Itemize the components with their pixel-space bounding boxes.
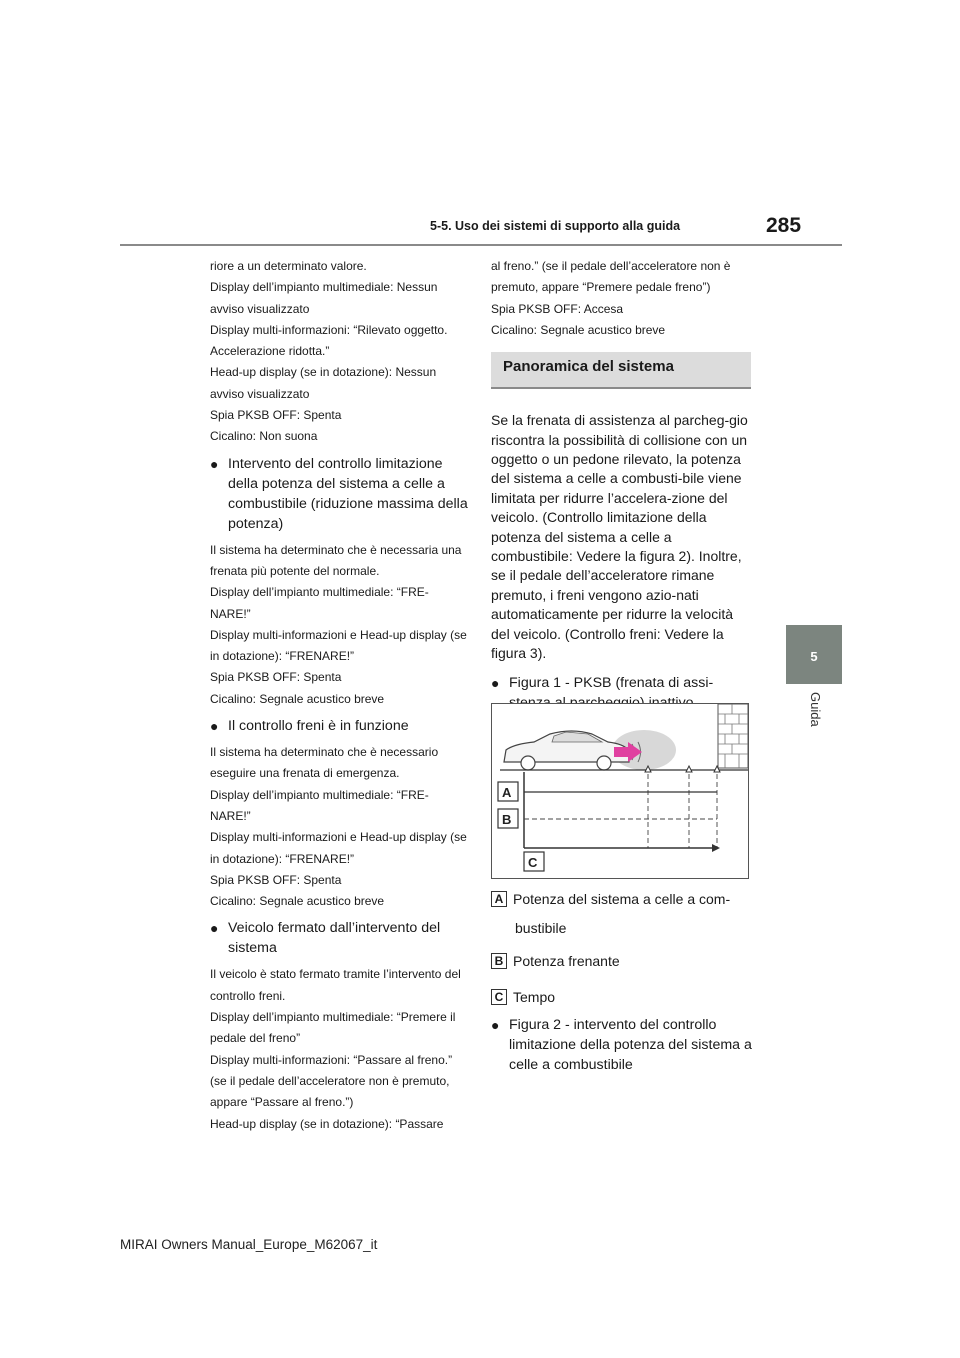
figure-label: A <box>502 785 512 800</box>
page-number: 285 <box>766 214 802 237</box>
intro-line: Display multi-informazioni: “Rilevato oggetto. Accelerazione ridotta.” <box>210 322 448 359</box>
section-line: Il veicolo è stato fermato tramite l’intervento del controllo freni. <box>210 967 461 1003</box>
legend-key: A <box>491 891 507 907</box>
section-line: Display dell’impianto multimediale: “FRE-NARE!” <box>210 787 429 823</box>
section-heading: Panoramica del sistema <box>491 352 751 389</box>
axis-arrow-icon <box>712 844 720 852</box>
legend-text-continued: bustibile <box>515 920 567 936</box>
section-line: Il sistema ha determinato che è necessaria una frenata più potente del normale. <box>210 542 462 578</box>
intro-line: Head-up display (se in dotazione): Nessun avviso visualizzato <box>210 365 437 401</box>
section-line: Spia PKSB OFF: Spenta <box>210 872 342 887</box>
section-line: Display dell’impianto multimediale: “FRE-NARE!” <box>210 585 429 621</box>
intro-line: riore a un determinato valore. <box>210 259 367 273</box>
legend-text: Tempo <box>513 989 556 1005</box>
section-line: Il sistema ha determinato che è necessario eseguire una frenata di emergenza. <box>210 745 439 781</box>
bullet-heading <box>210 454 468 534</box>
bullet-icon: ● <box>491 1017 500 1033</box>
overview-paragraph: Se la frenata di assistenza al parcheg-gio riscontra la possibilità di collisione con un oggetto o un pedone rilevato, la potenza del sistema a celle a combusti-bile viene limitata per ridurre l’accelera-zione del veicolo. (Controllo limitazione della potenza del sistema a celle a combustibile: Vedere la figura 2). Inoltre, se il pedale dell’acceleratore rimane premuto, i freni vengono azio-nati automaticamente per ridurre la velocità del veicolo. (Controllo freni: Vedere la figura 3). <box>491 412 748 662</box>
figure-legend <box>491 889 753 1081</box>
intro-line: Spia PKSB OFF: Spenta <box>210 408 342 423</box>
legend-key: B <box>491 953 507 969</box>
brick-wall-icon <box>718 704 748 768</box>
legend-item <box>491 889 753 909</box>
figure-label: B <box>502 812 512 827</box>
intro-line: Spia PKSB OFF: Accesa <box>491 301 624 316</box>
bullet-heading <box>210 918 468 958</box>
bullet-heading-text: Veicolo fermato dall’intervento del sistema <box>228 920 441 957</box>
legend-item <box>491 987 753 1007</box>
bullet-heading <box>210 716 468 736</box>
legend-item <box>491 951 753 971</box>
left-column <box>210 256 468 1135</box>
section-title: 5-5. Uso dei sistemi di supporto alla guida <box>430 219 681 233</box>
legend-text: Potenza del sistema a celle a com- <box>513 891 731 907</box>
figure-caption-text: Figura 2 - intervento del controllo limitazione della potenza del sistema a celle a combustibile <box>509 1017 752 1073</box>
section-line: Display multi-informazioni e Head-up display (se in dotazione): “FRENARE!” <box>210 830 467 866</box>
chapter-tab <box>786 625 842 684</box>
bullet-heading-text: Intervento del controllo limitazione della potenza del sistema a celle a combustibile (riduzione massima della potenza) <box>228 455 468 532</box>
header-rule <box>120 244 842 246</box>
figure-caption <box>491 1015 753 1075</box>
right-column <box>491 256 751 719</box>
intro-line: Cicalino: Segnale acustico breve <box>491 322 666 337</box>
section-line: Display dell’impianto multimediale: “Premere il pedale del freno” <box>210 1010 456 1046</box>
bullet-icon: ● <box>210 455 219 472</box>
bullet-icon: ● <box>491 675 500 692</box>
bullet-heading-text: Il controllo freni è in funzione <box>228 718 409 735</box>
intro-line: al freno.” (se il pedale dell’acceleratore non è premuto, appare “Premere pedale freno”) <box>491 259 731 295</box>
section-line: Spia PKSB OFF: Spenta <box>210 670 342 685</box>
chapter-number: 5 <box>810 649 818 664</box>
intro-line: Display dell’impianto multimediale: Nessun avviso visualizzato <box>210 280 438 316</box>
bullet-icon: ● <box>210 718 219 735</box>
pksb-diagram <box>491 703 749 879</box>
time-markers <box>648 774 717 848</box>
intro-line: Cicalino: Non suona <box>210 429 318 444</box>
footer: MIRAI Owners Manual_Europe_M62067_it <box>120 1237 378 1252</box>
chapter-label: Guida <box>808 692 823 727</box>
section-line: Head-up display (se in dotazione): “Passare <box>210 1116 444 1131</box>
section-line: Cicalino: Segnale acustico breve <box>210 691 385 706</box>
section-line: Display multi-informazioni: “Passare al freno.” (se il pedale dell’acceleratore non è premuto, appare “Passare al freno.”) <box>210 1052 453 1110</box>
legend-key: C <box>491 989 507 1005</box>
legend-text: Potenza frenante <box>513 953 620 969</box>
section-line: Cicalino: Segnale acustico breve <box>210 894 385 909</box>
figure-caption-text: Figura 1 - PKSB (frenata di assi- <box>509 675 714 692</box>
pksb-diagram-svg <box>492 704 748 878</box>
figure-label: C <box>528 855 538 870</box>
section-line: Display multi-informazioni e Head-up display (se in dotazione): “FRENARE!” <box>210 627 467 664</box>
bullet-icon: ● <box>210 920 219 937</box>
